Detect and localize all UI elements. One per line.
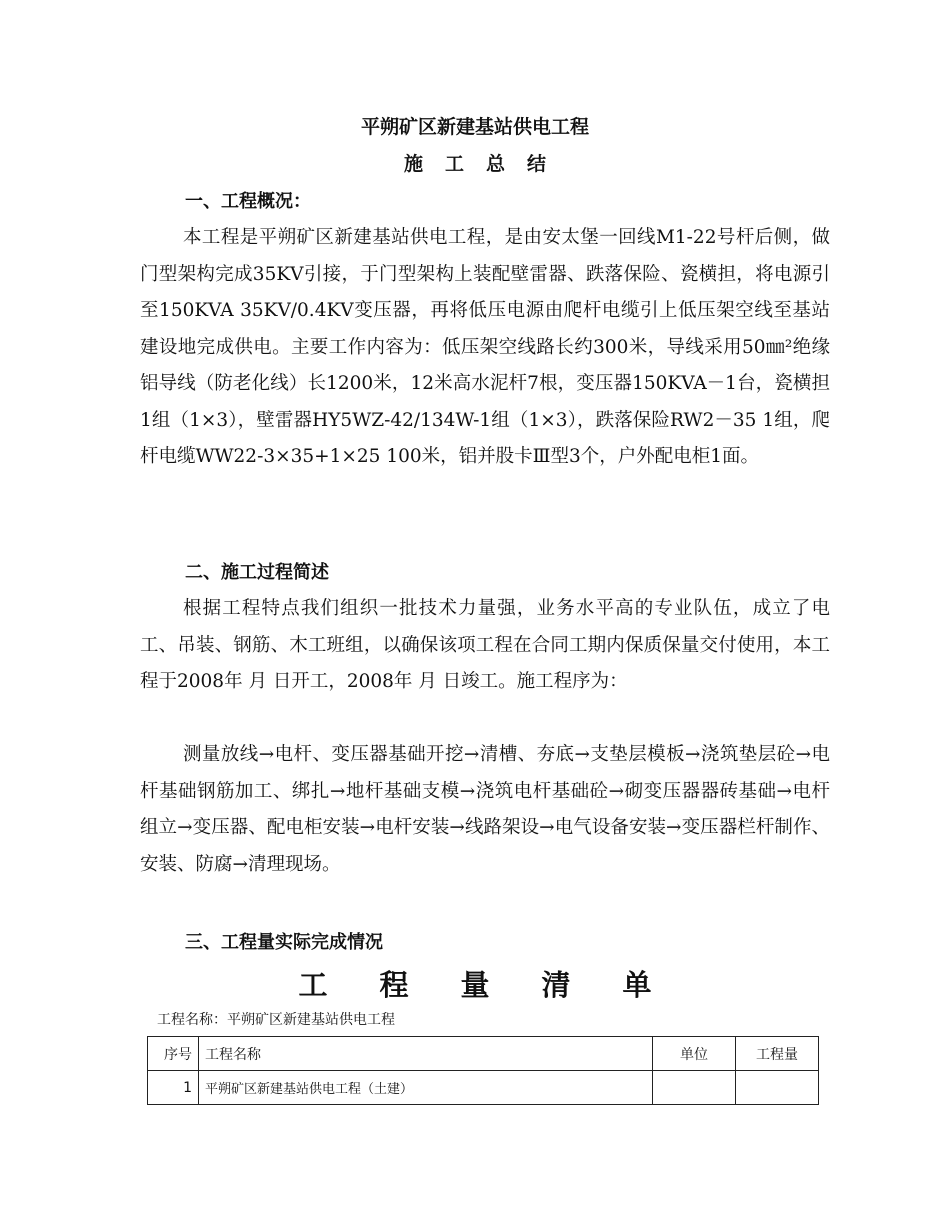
header-no: 序号 [148,1037,199,1071]
row-quantity [736,1071,819,1105]
header-unit: 单位 [653,1037,736,1071]
row-unit [653,1071,736,1105]
document-subtitle: 施工总结 [403,153,568,175]
section-heading-quantities: 三、工程量实际完成情况 [185,932,383,953]
quantity-list-title: 工程量清单 [298,968,704,1002]
process-paragraph: 根据工程特点我们组织一批技术力量强，业务水平高的专业队伍，成立了电工、吊装、钢筋、木工班组，以确保该项工程在合同工期内保质保量交付使用，本工程于2008年 月 日开工，2008年 月 日竣工。施工程序为： [140,598,830,692]
project-name-line: 工程名称：平朔矿区新建基站供电工程 [157,1012,395,1028]
header-name: 工程名称 [199,1037,653,1071]
row-name: 平朔矿区新建基站供电工程（土建） [199,1071,653,1105]
document-title: 平朔矿区新建基站供电工程 [360,116,589,138]
overview-paragraph: 本工程是平朔矿区新建基站供电工程，是由安太堡一回线M1-22号杆后侧，做门型架构完成35KV引接，于门型架构上装配壁雷器、跌落保险、瓷横担，将电源引至150KVA 35KV/0.4KV变压器，再将低压电源由爬杆电缆引上低压架空线至基站建设地完成供电。主要工作内容为：低压架空线路长约300米，导线采用50㎜²绝缘铝导线（防老化线）长1200米，12米高水泥杆7根，变压器150KVA－1台，瓷横担1组（1×3），壁雷器HY5WZ-42/134W-1组（1×3），跌落保险RW2－35 1组，爬杆电缆WW22-3×35+1×25 100米，铝并股卡Ⅲ型3个，户外配电柜1面。 [140,227,830,467]
header-quantity: 工程量 [736,1037,819,1071]
table-row [148,1071,819,1105]
table-header-row [148,1037,819,1071]
section-heading-process: 二、施工过程简述 [185,562,329,583]
section-heading-overview: 一、工程概况： [185,191,311,212]
row-no: 1 [148,1071,199,1105]
procedure-paragraph: 测量放线→电杆、变压器基础开挖→清槽、夯底→支垫层模板→浇筑垫层砼→电杆基础钢筋加工、绑扎→地杆基础支模→浇筑电杆基础砼→砌变压器器砖基础→电杆组立→变压器、配电柜安装→电杆安装→线路架设→电气设备安装→变压器栏杆制作、安装、防腐→清理现场。 [140,744,830,875]
quantity-table [147,1036,819,1105]
